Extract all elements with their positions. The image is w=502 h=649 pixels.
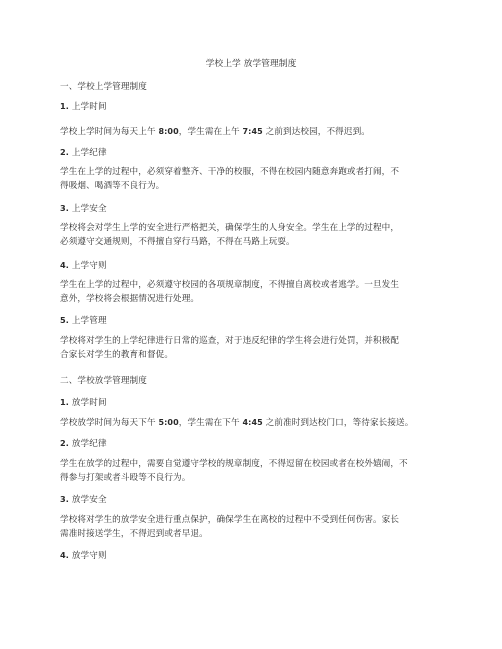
- time-value: 4:45: [242, 418, 263, 427]
- item-number: 2.: [60, 438, 70, 448]
- paragraph-line: 学生在上学的过程中，必须遵守校园的各项规章制度，不得擅自离校或者逃学。一旦发生: [60, 280, 400, 290]
- text-run: 之前到达校园，不得迟到。: [262, 127, 370, 137]
- item-number: 3.: [60, 203, 70, 213]
- item-label: 上学时间: [71, 102, 107, 112]
- paragraph-line: 学校将对学生的上学纪律进行日常的巡查，对于违反纪律的学生将会进行处罚，并积极配: [60, 336, 400, 346]
- item-number: 2.: [60, 147, 70, 157]
- item-heading: [60, 101, 107, 113]
- item-label: 上学纪律: [71, 148, 107, 158]
- item-heading: [60, 397, 107, 409]
- item-label: 放学守则: [71, 551, 107, 561]
- paragraph-line: 需准时接送学生，不得迟到或者早退。: [60, 529, 208, 539]
- item-number: 3.: [60, 494, 70, 504]
- item-heading: [60, 147, 107, 159]
- item-label: 放学纪律: [71, 439, 107, 449]
- item-number: 1.: [60, 101, 70, 111]
- item-label: 放学安全: [71, 495, 107, 505]
- item-label: 上学守则: [71, 261, 107, 271]
- item-heading: [60, 550, 107, 562]
- text-run: ，学生需在上午: [178, 127, 243, 137]
- paragraph-line: 得参与打架或者斗殴等不良行为。: [60, 473, 191, 483]
- paragraph-line: 得吸烟、喝酒等不良行为。: [60, 181, 165, 191]
- section-heading-1: 一、学校上学管理制度: [60, 82, 147, 92]
- paragraph-line: 合家长对学生的教育和督促。: [60, 350, 174, 360]
- item-label: 上学管理: [71, 316, 107, 326]
- paragraph-line: 意外，学校将会根据情况进行处理。: [60, 294, 200, 304]
- item-number: 4.: [60, 260, 70, 270]
- item-heading: [60, 494, 107, 506]
- item-heading: [60, 260, 107, 272]
- item-number: 4.: [60, 550, 70, 560]
- item-heading: [60, 203, 107, 215]
- item-heading: [60, 315, 107, 327]
- section-heading-2: 二、学校放学管理制度: [60, 376, 147, 386]
- paragraph-line: 必须遵守交通规则，不得擅自穿行马路，不得在马路上玩耍。: [60, 237, 295, 247]
- text-run: 学校上学时间为每天上午: [60, 127, 159, 137]
- time-value: 8:00: [158, 127, 179, 136]
- item-label: 放学时间: [71, 398, 107, 408]
- document-title: 学校上学 放学管理制度: [205, 59, 297, 69]
- paragraph-line: 学校将会对学生上学的安全进行严格把关，确保学生的人身安全。学生在上学的过程中，: [60, 223, 400, 233]
- text-run: 学校放学时间为每天下午: [60, 418, 159, 428]
- time-value: 7:45: [242, 127, 263, 136]
- paragraph-line: 学校将对学生的放学安全进行重点保护，确保学生在离校的过程中不受到任何伤害。家长: [60, 515, 400, 525]
- item-number: 1.: [60, 397, 70, 407]
- item-label: 上学安全: [71, 204, 107, 214]
- text-run: ，学生需在下午: [178, 418, 243, 428]
- item-heading: [60, 438, 107, 450]
- paragraph-line: 学生在放学的过程中，需要自觉遵守学校的规章制度，不得逗留在校园或者在校外嬉闹，不: [60, 459, 408, 469]
- paragraph-line: [60, 126, 370, 138]
- time-value: 5:00: [158, 418, 179, 427]
- item-number: 5.: [60, 315, 70, 325]
- paragraph-line: 学生在上学的过程中，必须穿着整齐、干净的校服，不得在校园内随意奔跑或者打闹，不: [60, 167, 400, 177]
- paragraph-line: [60, 417, 413, 429]
- text-run: 之前准时到达校门口，等待家长接送。: [262, 418, 414, 428]
